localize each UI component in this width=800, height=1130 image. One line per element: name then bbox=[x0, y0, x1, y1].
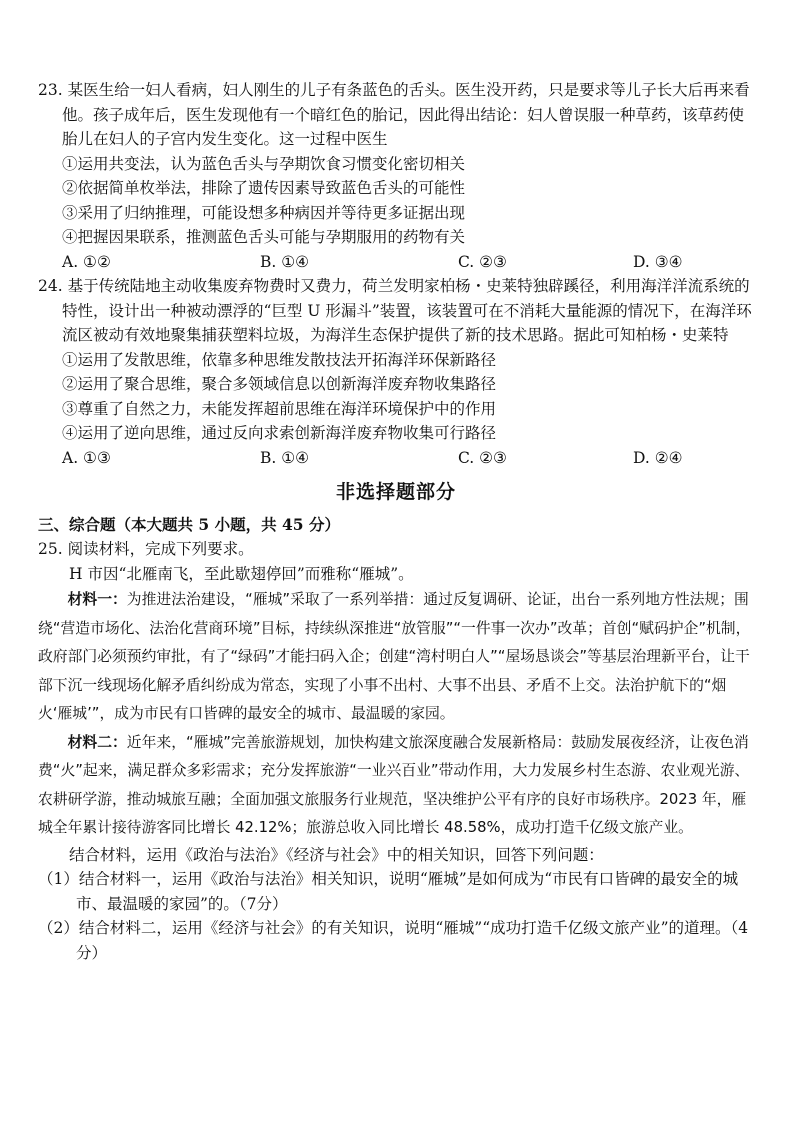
question-25 bbox=[38, 537, 754, 965]
question-24-option-3: ③尊重了自然之力，未能发挥超前思维在海洋环境保护中的作用 bbox=[62, 399, 497, 418]
question-24 bbox=[38, 274, 754, 470]
material-1 bbox=[38, 586, 754, 729]
question-24-option-1: ①运用了发散思维，依靠多种思维发散技法开拓海洋环保新路径 bbox=[62, 350, 497, 369]
question-24-choice-b: B. ①④ bbox=[260, 448, 310, 467]
question-24-choice-d: D. ②④ bbox=[633, 448, 683, 467]
question-23-choice-b: B. ①④ bbox=[260, 252, 310, 271]
question-23-option-4: ④把握因果联系，推测蓝色舌头可能与孕期服用的药物有关 bbox=[62, 228, 466, 246]
question-23-choices bbox=[38, 250, 754, 275]
question-23-option-3: ③采用了归纳推理，可能设想多种病因并等待更多证据出现 bbox=[62, 203, 466, 222]
question-23-stem: 23. 某医生给一妇人看病，妇人刚生的儿子有条蓝色的舌头。医生没开药，只是要求等儿子长大后再来看他。孩子成年后，医生发现他有一个暗红色的胎记，因此得出结论：妇人曾误服一种草药，该草药使胎儿在妇人的子宫内发生变化。这一过程中医生 bbox=[38, 81, 750, 148]
material-2-label: 材料二： bbox=[67, 733, 127, 751]
question-23-choice-d: D. ③④ bbox=[633, 252, 683, 271]
question-23 bbox=[38, 78, 754, 274]
material-2 bbox=[38, 729, 754, 843]
material-2-text: 近年来，“雁城”完善旅游规划，加快构建文旅深度融合发展新格局：鼓励发展夜经济，让夜色消费“火”起来，满足群众多彩需求；充分发挥旅游“一业兴百业”带动作用，大力发展乡村生态游、农业观光游、农耕研学游，推动城旅互融；全面加强文旅服务行业规范，坚决维护公平有序的良好市场秩序。2023 年，雁城全年累计接待游客同比增长 42.12%；旅游总收入同比增长 48.58%，成功打造千亿级文旅产业。 bbox=[38, 733, 750, 836]
question-24-option-2: ②运用了聚合思维，聚合多领域信息以创新海洋废弃物收集路径 bbox=[62, 375, 497, 393]
question-25-sub-1: （1）结合材料一，运用《政治与法治》相关知识，说明“雁城”是如何成为“市民有口皆碑的最安全的城市、最温暖的家园”的。（7分） bbox=[38, 870, 739, 913]
question-25-sub-2: （2）结合材料二，运用《经济与社会》的有关知识，说明“雁城”“成功打造千亿级文旅产业”的道理。（4分） bbox=[38, 919, 749, 962]
question-23-choice-a: A. ①② bbox=[62, 252, 111, 271]
question-24-choice-a: A. ①③ bbox=[62, 448, 111, 467]
part-3-heading: 三、综合题（本大题共 5 小题，共 45 分） bbox=[38, 514, 340, 534]
question-25-intro: H 市因“北雁南飞，至此歇翅停回”而雅称“雁城”。 bbox=[69, 564, 414, 583]
question-23-choice-c: C. ②③ bbox=[458, 252, 507, 271]
material-1-label: 材料一： bbox=[67, 591, 127, 608]
question-24-choices bbox=[38, 446, 754, 471]
material-1-text: 为推进法治建设，“雁城”采取了一系列举措：通过反复调研、论证，出台一系列地方性法规；围绕“营造市场化、法治化营商环境”目标，持续纵深推进“放管服”“一件事一次办”改革；首创“赋码护企”机制，政府部门必须预约审批，有了“绿码”才能扫码入企；创建“湾村明白人”“屋场恳谈会”等基层治理新平台，让干部下沉一线现场化解矛盾纠纷成为常态，实现了小事不出村、大事不出县、矛盾不上交。法治护航下的“烟火‘雁城’”，成为市民有口皆碑的最安全的城市、最温暖的家园。 bbox=[38, 591, 751, 722]
section-title: 非选择题部分 bbox=[335, 481, 456, 503]
question-23-option-1: ①运用共变法，认为蓝色舌头与孕期饮食习惯变化密切相关 bbox=[62, 154, 466, 173]
question-25-stem: 25. 阅读材料，完成下列要求。 bbox=[38, 540, 254, 558]
question-23-option-2: ②依据简单枚举法，排除了遗传因素导致蓝色舌头的可能性 bbox=[62, 179, 466, 197]
question-24-option-4: ④运用了逆向思维，通过反向求索创新海洋废弃物收集可行路径 bbox=[62, 424, 497, 442]
question-24-stem: 24. 基于传统陆地主动收集废弃物费时又费力，荷兰发明家柏杨・史莱特独辟蹊径，利用海洋洋流系统的特性，设计出一种被动漂浮的“巨型 U 形漏斗”装置，该装置可在不消耗大量能源的情况下，在海洋环流区被动有效地聚集捕获塑料垃圾，为海洋生态保护提供了新的技术思路。据此可知柏杨・史莱特 bbox=[38, 277, 752, 344]
question-24-choice-c: C. ②③ bbox=[458, 448, 507, 467]
question-25-instruction: 结合材料，运用《政治与法治》《经济与社会》中的相关知识，回答下列问题： bbox=[69, 845, 604, 864]
